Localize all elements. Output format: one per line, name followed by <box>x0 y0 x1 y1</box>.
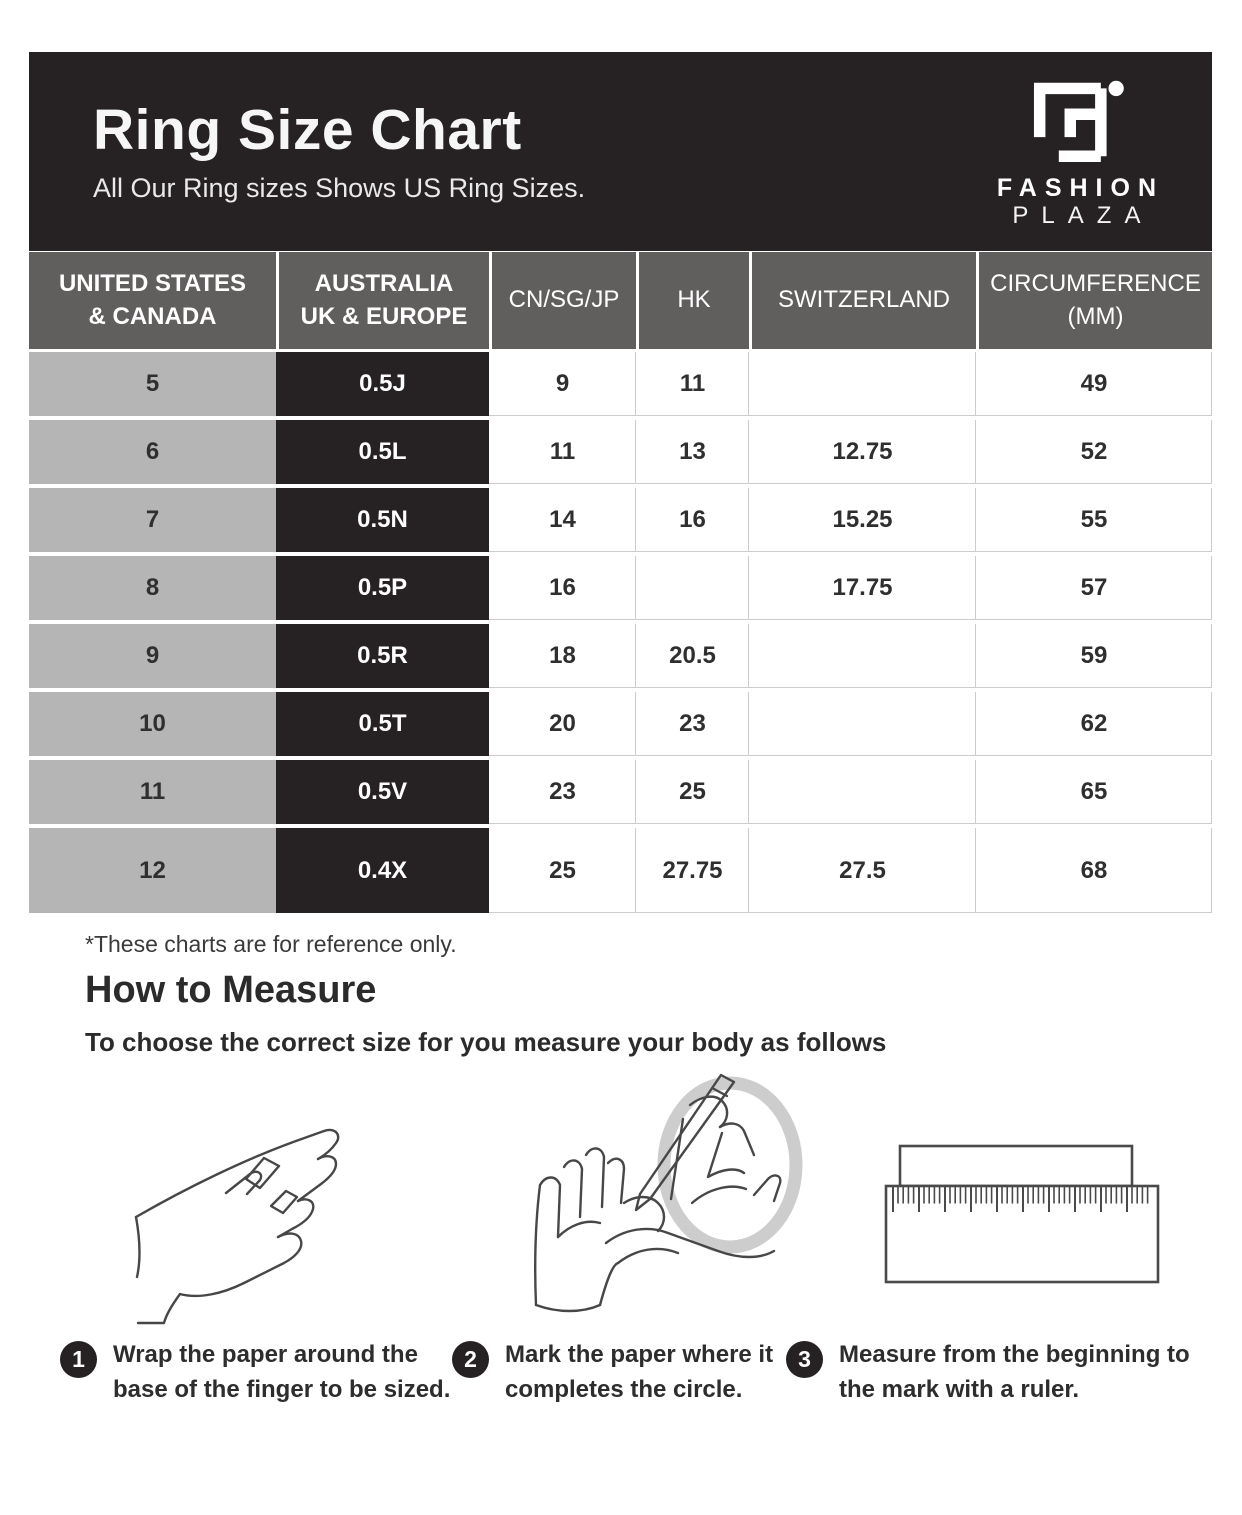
step-number-badge: 3 <box>786 1341 823 1378</box>
table-row <box>29 488 1212 556</box>
column-header-line: CN/SG/JP <box>508 286 620 314</box>
cell-switzerland: 15.25 <box>749 488 976 556</box>
column-header-line: CIRCUMFERENCE <box>990 270 1201 298</box>
column-header-line: (MM) <box>1067 302 1124 330</box>
table-row <box>29 760 1212 828</box>
step-text: Measure from the beginning to the mark with a ruler. <box>839 1341 1190 1403</box>
table-row <box>29 420 1212 488</box>
cell-us-canada: 8 <box>29 556 276 624</box>
column-header-line: UK & EUROPE <box>300 302 468 330</box>
cell-australia-uk: 0.5V <box>276 760 489 828</box>
column-header-line: AUSTRALIA <box>314 270 454 298</box>
cell-australia-uk: 0.5T <box>276 692 489 760</box>
cell-cn-sg-jp: 23 <box>489 760 636 828</box>
cell-switzerland <box>749 692 976 760</box>
cell-us-canada: 6 <box>29 420 276 488</box>
cell-cn-sg-jp: 16 <box>489 556 636 624</box>
table-header-row <box>29 252 1212 352</box>
step-text: Wrap the paper around the base of the finger to be sized. <box>113 1341 451 1403</box>
brand-name-secondary: PLAZA <box>1012 202 1154 230</box>
column-header-australia-uk-europe <box>276 252 489 352</box>
cell-cn-sg-jp: 14 <box>489 488 636 556</box>
cell-hk: 27.75 <box>636 828 749 917</box>
cell-australia-uk: 0.5L <box>276 420 489 488</box>
reference-footnote: *These charts are for reference only. <box>85 931 457 957</box>
cell-australia-uk: 0.5R <box>276 624 489 692</box>
cell-cn-sg-jp: 20 <box>489 692 636 760</box>
cell-hk: 11 <box>636 352 749 420</box>
cell-switzerland <box>749 760 976 828</box>
page-title: Ring Size Chart <box>93 97 522 162</box>
brand-name: FASHION <box>996 173 1164 202</box>
cell-switzerland <box>749 352 976 420</box>
brand-logo <box>996 76 1164 231</box>
step-item-3 <box>786 1338 1210 1408</box>
how-to-measure-subtitle: To choose the correct size for you measure your body as follows <box>85 1027 887 1057</box>
cell-cn-sg-jp: 11 <box>489 420 636 488</box>
cell-cn-sg-jp: 25 <box>489 828 636 917</box>
cell-circumference: 49 <box>976 352 1212 420</box>
cell-circumference: 57 <box>976 556 1212 624</box>
cell-circumference: 52 <box>976 420 1212 488</box>
cell-hk: 13 <box>636 420 749 488</box>
table-row <box>29 624 1212 692</box>
cell-hk: 16 <box>636 488 749 556</box>
step-number-badge: 2 <box>452 1341 489 1378</box>
how-to-measure-title: How to Measure <box>85 969 377 1011</box>
cell-hk: 25 <box>636 760 749 828</box>
table-row <box>29 828 1212 917</box>
page-subtitle: All Our Ring sizes Shows US Ring Sizes. <box>93 172 586 203</box>
cell-cn-sg-jp: 18 <box>489 624 636 692</box>
cell-circumference: 55 <box>976 488 1212 556</box>
marking-paper-with-pen-illustration-icon <box>478 1067 858 1332</box>
column-header-hk <box>636 252 749 352</box>
step-item-1 <box>60 1338 472 1408</box>
column-header-line: & CANADA <box>88 302 217 330</box>
ring-size-table <box>29 252 1212 917</box>
measure-steps <box>0 1338 1242 1448</box>
step-item-2 <box>452 1338 794 1408</box>
cell-hk <box>636 556 749 624</box>
cell-switzerland: 17.75 <box>749 556 976 624</box>
cell-us-canada: 7 <box>29 488 276 556</box>
column-header-cn-sg-jp <box>489 252 636 352</box>
cell-us-canada: 5 <box>29 352 276 420</box>
column-header-switzerland <box>749 252 976 352</box>
cell-hk: 20.5 <box>636 624 749 692</box>
step-text: Mark the paper where it completes the circle. <box>505 1341 774 1403</box>
column-header-line: UNITED STATES <box>58 270 247 298</box>
step-number-badge: 1 <box>60 1341 97 1378</box>
cell-switzerland: 27.5 <box>749 828 976 917</box>
header-banner <box>29 52 1212 251</box>
column-header-line: SWITZERLAND <box>777 286 950 314</box>
ruler-measuring-illustration-icon <box>884 1143 1164 1288</box>
cell-circumference: 62 <box>976 692 1212 760</box>
column-header-circumference <box>976 252 1212 352</box>
cell-australia-uk: 0.5P <box>276 556 489 624</box>
table-row <box>29 556 1212 624</box>
table-row <box>29 352 1212 420</box>
fashion-plaza-monogram-icon <box>1024 76 1128 162</box>
illustration-band <box>0 1065 1242 1345</box>
cell-australia-uk: 0.5J <box>276 352 489 420</box>
cell-australia-uk: 0.5N <box>276 488 489 556</box>
cell-circumference: 65 <box>976 760 1212 828</box>
column-header-line: HK <box>677 286 711 314</box>
header-text-block <box>93 97 586 203</box>
cell-cn-sg-jp: 9 <box>489 352 636 420</box>
cell-australia-uk: 0.4X <box>276 828 489 917</box>
cell-us-canada: 10 <box>29 692 276 760</box>
cell-circumference: 68 <box>976 828 1212 917</box>
cell-hk: 23 <box>636 692 749 760</box>
cell-us-canada: 9 <box>29 624 276 692</box>
cell-switzerland: 12.75 <box>749 420 976 488</box>
cell-us-canada: 12 <box>29 828 276 917</box>
table-row <box>29 692 1212 760</box>
hand-with-paper-strip-illustration-icon <box>128 1093 378 1333</box>
cell-us-canada: 11 <box>29 760 276 828</box>
column-header-us-canada <box>29 252 276 352</box>
cell-circumference: 59 <box>976 624 1212 692</box>
cell-switzerland <box>749 624 976 692</box>
